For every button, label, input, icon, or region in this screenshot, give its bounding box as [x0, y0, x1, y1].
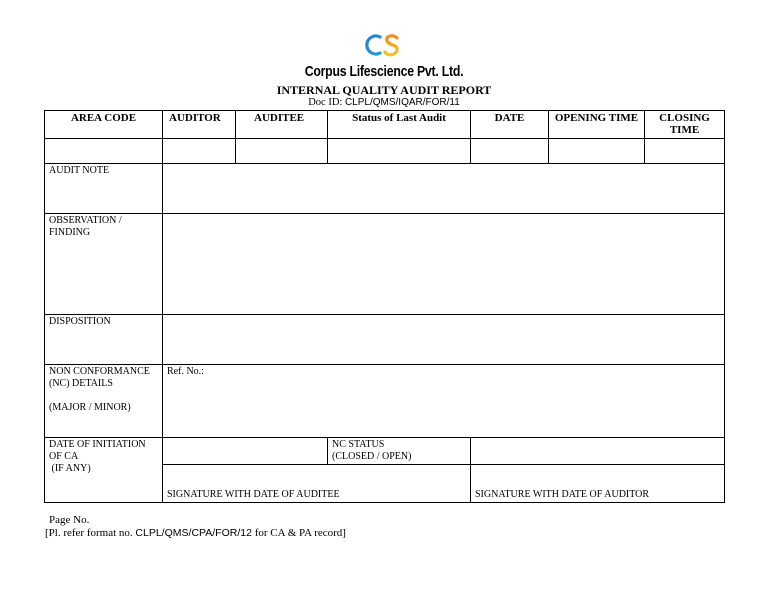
header-closing-time: CLOSING TIME	[645, 111, 725, 139]
note-format-id: CLPL/QMS/CPA/FOR/12	[135, 527, 252, 539]
observation-field[interactable]	[163, 214, 725, 315]
note-prefix: [Pl. refer format no.	[45, 527, 136, 539]
observation-label: OBSERVATION / FINDING	[45, 214, 163, 315]
header-area-code: AREA CODE	[45, 111, 163, 139]
auditor-signature-label: SIGNATURE WITH DATE OF AUDITOR	[475, 489, 650, 500]
date-field[interactable]	[471, 139, 549, 164]
date-initiation-field[interactable]	[163, 438, 328, 465]
auditee-signature-field[interactable]	[163, 465, 471, 503]
closing-time-field[interactable]	[645, 139, 725, 164]
nc-status-options: (CLOSED / OPEN)	[332, 451, 412, 462]
header-auditee: AUDITEE	[236, 111, 328, 139]
audit-note-field[interactable]	[163, 164, 725, 214]
auditee-signature-label: SIGNATURE WITH DATE OF AUDITEE	[167, 489, 340, 500]
doc-id-label: Doc ID:	[308, 97, 345, 108]
format-reference-note	[45, 527, 346, 539]
auditor-signature-field[interactable]	[471, 465, 725, 503]
nc-status-field[interactable]	[471, 438, 725, 465]
area-code-field[interactable]	[45, 139, 163, 164]
nc-severity-label: (MAJOR / MINOR)	[49, 402, 131, 413]
audit-report-table	[44, 110, 725, 503]
date-initiation-title: DATE OF INITIATION OF CA	[49, 439, 146, 462]
header-opening-time: OPENING TIME	[549, 111, 645, 139]
company-logo	[360, 31, 408, 61]
nc-status-title: NC STATUS	[332, 439, 385, 450]
status-last-audit-field[interactable]	[328, 139, 471, 164]
header-date: DATE	[471, 111, 549, 139]
disposition-field[interactable]	[163, 315, 725, 365]
audit-note-label: AUDIT NOTE	[45, 164, 163, 214]
disposition-label: DISPOSITION	[45, 315, 163, 365]
page-number-label: Page No.	[49, 514, 90, 526]
nc-details-label	[45, 365, 163, 438]
ref-no-label: Ref. No.:	[167, 366, 204, 377]
nc-status-label	[328, 438, 471, 465]
header-auditor: AUDITOR	[163, 111, 236, 139]
doc-id	[0, 97, 768, 109]
note-suffix: for CA & PA record]	[251, 527, 346, 539]
date-initiation-note: (IF ANY)	[49, 463, 91, 474]
company-name: Corpus Lifescience Pvt. Ltd.	[304, 63, 464, 80]
opening-time-field[interactable]	[549, 139, 645, 164]
doc-id-value: CLPL/QMS/IQAR/FOR/11	[344, 97, 460, 108]
nc-details-title: NON CONFORMANCE (NC) DETAILS	[49, 366, 150, 389]
date-initiation-label	[45, 438, 163, 503]
report-title: INTERNAL QUALITY AUDIT REPORT	[276, 83, 492, 97]
auditor-field[interactable]	[163, 139, 236, 164]
nc-details-field[interactable]	[163, 365, 725, 438]
header-status-last-audit: Status of Last Audit	[328, 111, 471, 139]
auditee-field[interactable]	[236, 139, 328, 164]
